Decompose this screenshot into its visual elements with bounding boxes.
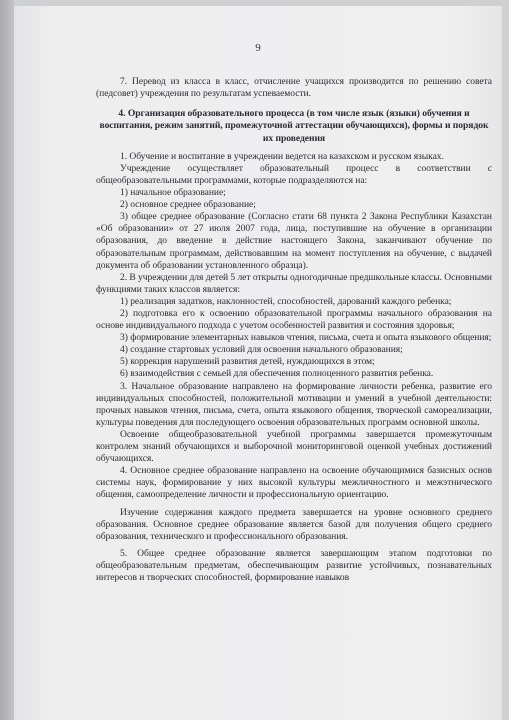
list-item: 5) коррекция нарушений развития детей, нуждающихся в этом;: [120, 356, 375, 368]
document-page: [14, 6, 502, 720]
list-item: 2) подготовка его к освоению образовательной программы начального образования на основе индивидуального подхода с учетом особенностей развития и состояния здоровья;: [96, 308, 492, 332]
paragraph: 2. В учреждении для детей 5 лет открыты одногодичные предшкольные классы. Основными функциями таких классов является:: [96, 271, 492, 295]
page-edge-shadow: [0, 0, 14, 720]
paragraph: Освоение общеобразовательной учебной программы завершается промежуточным контролем знаний обучающихся и выборочной мониторинговой оценкой учебных достижений обучающихся.: [96, 428, 492, 465]
document-body: [96, 76, 492, 584]
paragraph: Изучение содержания каждого предмета завершается на уровне основного среднего образования. Основное среднее образование является базой для получения общего среднего образования, технического и профессионального образования.: [96, 506, 492, 542]
list-item: 1) реализация задатков, наклонностей, способностей, дарований каждого ребенка;: [120, 295, 452, 307]
section-heading: 4. Организация образовательного процесса (в том числе язык (языки) обучения и воспитания, режим занятий, промежуточной аттестации обучающихся), формы и порядок их проведения: [99, 108, 489, 144]
list-item: 3) формирование элементарных навыков чтения, письма, счета и опыта языкового общения;: [120, 332, 492, 344]
paragraph: 1. Обучение и воспитание в учреждении ведется на казахском и русском языках.: [120, 150, 444, 162]
paragraph: 5. Общее среднее образование является завершающим этапом подготовки по общеобразовательным предметам, обеспечивающим развитие устойчивых, познавательных интересов и творческих способностей, формирование навыков: [96, 547, 492, 583]
paragraph: Учреждение осуществляет образовательный процесс в соответствии с общеобразовательными программами, которые подразделяются на:: [96, 162, 492, 186]
list-item: 3) общее среднее образование (Согласно стати 68 пункта 2 Закона Республики Казахстан «Об образовании» от 27 июля 2007 года, лица, поступившие на обучение в организации образования, до введение в действие настоящего Закона, заканчивают обучение по образовательным программам, действовавшим на момент поступления на обучение, с выдачей документа об образовании установленного образца).: [96, 211, 492, 271]
list-item: 1) начальное образование;: [120, 187, 226, 199]
list-item: 2) основное среднее образование;: [120, 199, 256, 211]
list-item: 4) создание стартовых условий для освоения начального образования;: [120, 344, 403, 356]
list-item: 6) взаимодействия с семьей для обеспечения полноценного развития ребенка.: [120, 368, 434, 380]
paragraph: 4. Основное среднее образование направлено на освоение обучающимися базисных основ системы наук, формирование у них высокой культуры межличностного и межэтнического общения, самоопределение личности и профессиональную ориентацию.: [96, 465, 492, 501]
paragraph: 7. Перевод из класса в класс, отчисление учащихся производится по решению совета (педсовет) учреждения по результатам успеваемости.: [96, 76, 492, 100]
paragraph: 3. Начальное образование направлено на формирование личности ребенка, развитие его индивидуальных способностей, положительной мотивации и умений в учебной деятельности: прочных навыков чтения, письма, счета, опыта языкового общения, творческой самореализации, культуры поведения для последующего освоения образовательных программ основной школы.: [96, 380, 492, 428]
page-number: 9: [255, 42, 261, 54]
